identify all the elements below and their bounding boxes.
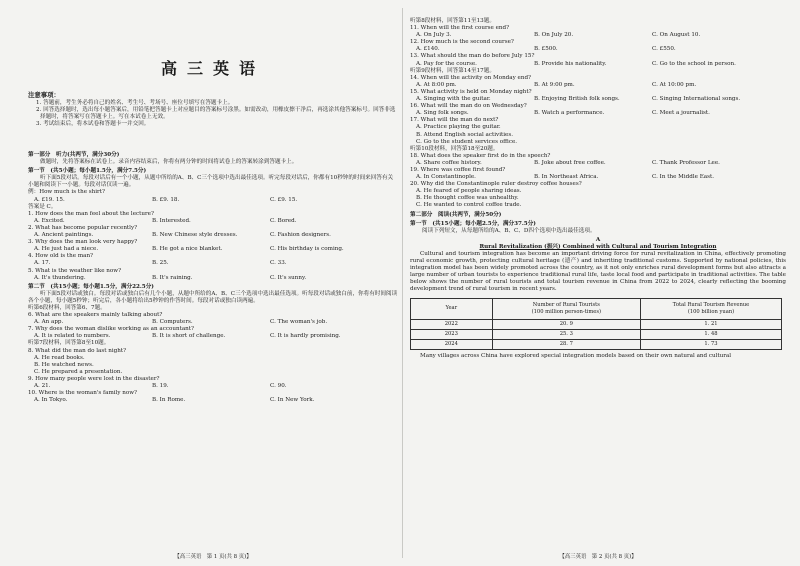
option-a: A. £19. 15. [34,196,65,203]
question-11: 11. When will the first course end? [410,25,510,32]
question-5-options [28,275,398,282]
option-b: B. Attend English social activities. [416,131,513,138]
material-label: 听第8段材料，回答第11至13题。 [410,18,495,24]
notice-item: 3. 考试结束后，将本试卷和答题卡一并交回。 [36,121,150,128]
question-6-options [28,319,398,326]
table-row [411,329,782,339]
option-a: A. Ancient paintings. [34,232,94,239]
question-20-options [410,188,786,209]
question-17: 17. What will the man do next? [410,117,499,124]
option-a: A. He read books. [34,354,85,361]
option-a: A. Practice playing the guitar. [416,124,501,131]
material-label: 听第6段材料，回答第6、7题。 [28,304,106,311]
question-14: 14. When will the activity on Monday end? [410,74,532,81]
table-header-tourists: Number of Rural Tourists (100 million person-times) [492,298,640,319]
option-a: A. An app. [34,319,64,326]
question-1-options [28,218,398,225]
option-c: C. It is hardly promising. [270,333,341,340]
question-1: 1. How does the man feel about the lecture? [28,210,154,217]
table-cell: 2022 [411,319,493,329]
question-10-options [28,397,398,404]
option-c: C. His birthday is coming. [270,246,344,253]
option-b: B. Interested. [152,217,191,224]
option-a: A. On July 3. [416,32,452,39]
page-footer: 【高三英语 第 2 页(共 8 页)】 [559,554,637,560]
question-13-options [410,61,786,68]
question-11-options [410,32,786,39]
notice-block [28,92,398,128]
table-cell: 2023 [411,329,493,339]
question-4: 4. How old is the man? [28,253,94,260]
option-a: A. Share coffee history. [416,159,482,166]
article-paragraph: Many villages across China have explored special integration models based on their own natural and cultural [420,352,732,359]
question-18: 18. What does the speaker first do in the speech? [410,152,551,159]
question-12-options [410,46,786,53]
option-c: C. In New York. [270,397,315,404]
option-c: C. 90. [270,383,287,389]
option-a: A. Singing with the guitar. [416,96,491,103]
option-a: A. In Constantinople. [416,174,476,181]
part-instructions: 做题时，先将答案标在试卷上。录音内容结束后，你将有两分钟的时间将试卷上的答案转涂到答题卡上。 [40,159,298,166]
option-c: C. Go to the student services office. [416,138,518,145]
section-instructions: 听下面5段对话或独白。每段对话或独白后有几个小题，从题中所给的A、B、C三个选项中选出最佳选项。听每段对话或独白前，你将有时间阅读各个小题，每小题5秒钟；听完后，各小题将给出5秒钟的作答时间。每段对话或独白读两遍。 [28,290,398,304]
section-heading: 第二节 (共15小题；每小题1.5分，满分22.5分) [28,283,154,290]
question-5: 5. What is the weather like now? [28,267,122,274]
table-cell: 1. 48 [641,329,782,339]
option-b: B. It's raining. [152,274,193,281]
option-c: C. 33. [270,260,287,267]
table-row [411,339,782,349]
option-b: B. He watched news. [34,361,94,368]
table-cell: 25. 3 [492,329,640,339]
option-b: B. He thought coffee was unhealthy. [416,195,519,202]
option-c: C. Fashion designers. [270,232,331,239]
option-c: C. Singing International songs. [652,96,741,103]
example-answer: 答案是 C。 [28,203,57,210]
section-heading: 第一节 (共5小题；每小题1.5分，满分7.5分) [28,168,147,175]
table-header-year: Year [411,298,493,319]
rural-tourism-table [410,298,782,350]
question-9: 9. How many people were lost in the disaster? [28,375,160,382]
question-19-options [410,174,786,181]
question-16: 16. What will the man do on Wednesday? [410,103,527,110]
option-b: B. It is short of challenge. [152,333,226,340]
notice-item: 2. 回答选择题时，选出每小题答案后，用铅笔把答题卡上对应题目的答案标号涂黑。如需改动，用橡皮擦干净后，再选涂其他答案标号。回答非选择题时，将答案写在答题卡上。写在本试卷上无效。 [36,107,396,121]
material-label: 听第10段材料，回答第18至20题。 [410,145,499,152]
table-header-revenue: Total Rural Tourism Revenue (100 billion yuan) [641,298,782,319]
question-12: 12. How much is the second course? [410,39,514,46]
page-2 [410,0,786,566]
option-c: C. In the Middle East. [652,174,715,181]
table-cell: 28. 7 [492,339,640,349]
option-a: A. It is related to numbers. [34,333,111,340]
option-a: A. Sing folk songs. [416,110,469,117]
option-b: B. In Rome. [152,397,186,404]
option-a: A. 17. [34,260,51,267]
example-options [28,197,398,204]
option-a: A. In Tokyo. [34,397,68,404]
option-b: B. On July 20. [534,32,574,39]
section-instructions: 听下面5段对话。每段对话后有一个小题，从题中所给的A、B、C三个选项中选出最佳选项。听完每段对话后，你都有10秒钟的时间来回答有关小题和阅读下一小题。每段对话仅读一遍。 [28,175,394,189]
option-c: C. Go to the school in person. [652,60,736,67]
page-title: 高三英语 [160,59,265,78]
table-header-row [411,298,782,319]
notice-heading: 注意事项： [28,91,60,99]
option-b: B. Computers. [152,319,193,326]
question-2-options [28,232,398,239]
notice-item: 1. 答题前，考生务必将自己的姓名、考生号、考场号、座位号填写在答题卡上。 [36,100,234,107]
option-a: A. At 8:00 pm. [416,81,457,88]
question-16-options [410,110,786,117]
option-a: A. £140. [416,46,440,53]
question-2: 2. What has become popular recently? [28,224,138,231]
option-b: B. New Chinese style dresses. [152,232,238,239]
question-15-options [410,96,786,103]
table-cell: 2024 [411,339,493,349]
option-b: B. At 9:00 pm. [534,81,575,88]
question-14-options [410,82,786,89]
option-b: B. He got a nice blanket. [152,246,223,253]
article-paragraph: Cultural and tourism integration has become an important driving force for rural revitalization in China, effectively promoting rural economic growth, protecting cultural heritage (遗产) and inheriting traditional customs. Supported by national policies, this integration model has been widely promoted across the country, as it not only enriches rural development forms but also attracts a large number of urban tourists to experience traditional rural life, taste local food and participate in traditional activities. The table below shows the number of rural tourists and total tourism revenue in China from 2022 to 2024, clearly reflecting the booming development trend of rural tourism in recent years. [410,251,786,293]
page-footer: 【高三英语 第 1 页(共 8 页)】 [174,554,252,560]
option-a: A. It's thundering. [34,274,86,281]
option-c: C. He prepared a presentation. [34,368,123,375]
option-b: B. In Northeast Africa. [534,174,599,181]
question-10: 10. Where is the woman's family now? [28,390,138,397]
option-a: A. He just had a niece. [34,246,99,253]
option-c: C. It's sunny. [270,274,307,281]
article-title: Rural Revitalization (振兴) Combined with Cultural and Tourism Integration [479,243,717,250]
section-instructions: 阅读下列短文，从每题所给的A、B、C、D四个选项中选出最佳选项。 [422,227,596,234]
option-b: B. £9. 18. [152,196,180,203]
option-b: B. 25. [152,260,169,267]
question-9-options [28,383,398,390]
question-15: 15. What activity is held on Monday night? [410,88,532,95]
table-cell: 1. 21 [641,319,782,329]
listening-part [28,150,398,404]
option-b: B. Provide his nationality. [534,60,607,67]
question-7: 7. Why does the woman dislike working as an accountant? [28,326,194,333]
option-a: A. He feared of people sharing ideas. [416,188,522,195]
question-8: 8. What did the man do last night? [28,347,127,354]
material-label: 听第7段材料，回答第8至10题。 [28,340,110,347]
question-4-options [28,260,398,267]
question-17-options [410,124,786,145]
part-heading: 第一部分 听力(共两节，满分30分) [28,152,120,158]
option-a: A. Excited. [34,217,65,224]
table-row [411,319,782,329]
option-c: C. Meet a journalist. [652,110,710,117]
option-c: C. £550. [652,46,676,53]
article-letter: A [595,236,601,243]
option-b: B. Watch a performance. [534,110,605,117]
option-c: C. £9. 15. [270,196,298,203]
option-c: C. The woman's job. [270,319,328,326]
material-label: 听第9段材料，回答第14至17题。 [410,67,495,74]
section-heading: 第一节 (共15小题；每小题2.5分，满分37.5分) [410,220,536,227]
option-c: C. On August 10. [652,32,701,39]
table-cell: 1. 73 [641,339,782,349]
part-heading: 第二部分 阅读(共两节，满分50分) [410,211,502,218]
question-20: 20. Why did the Constantinople ruler destroy coffee houses? [410,181,582,188]
column-divider [402,8,403,558]
question-3-options [28,246,398,253]
table-cell: 20. 9 [492,319,640,329]
listening-continued [410,18,786,360]
question-13: 13. What should the man do before July 15? [410,53,535,60]
option-c: C. Bored. [270,217,297,224]
example-question: 例：How much is the shirt? [28,189,105,196]
option-c: C. He wanted to control coffee trade. [416,202,522,209]
page-1 [28,0,398,566]
question-8-options [28,355,398,376]
option-b: B. Joke about free coffee. [534,159,606,166]
option-b: B. £500. [534,46,558,53]
option-b: B. Enjoying British folk songs. [534,96,620,103]
option-c: C. Thank Professor Lee. [652,159,720,166]
question-18-options [410,160,786,167]
option-a: A. 21. [34,383,51,389]
option-b: B. 19. [152,383,169,389]
question-6: 6. What are the speakers mainly talking about? [28,312,163,319]
option-c: C. At 10:00 pm. [652,81,697,88]
question-19: 19. Where was coffee first found? [410,166,506,173]
question-3: 3. Why does the man look very happy? [28,239,138,246]
option-a: A. Pay for the course. [416,60,477,67]
